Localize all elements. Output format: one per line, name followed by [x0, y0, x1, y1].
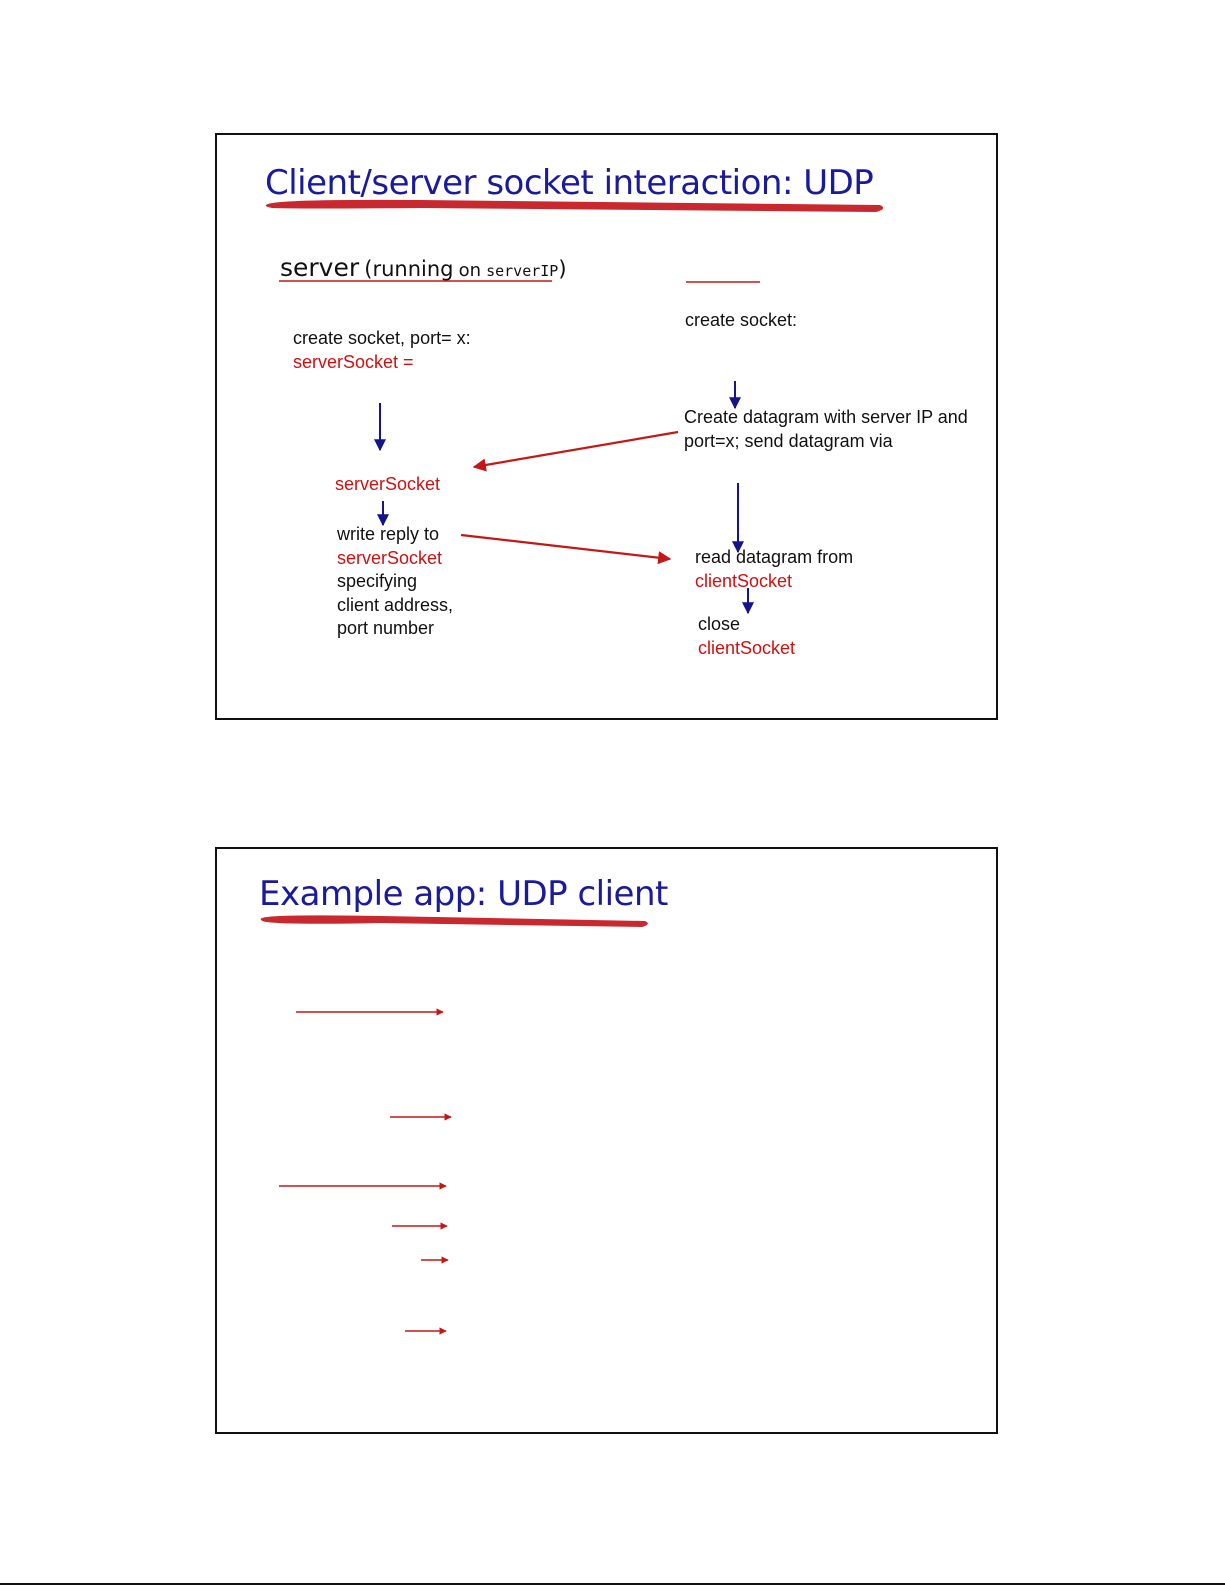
paren-close: )	[558, 257, 567, 281]
server-read-socket: serverSocket	[335, 474, 441, 494]
write-reply-address: client address,	[337, 594, 454, 615]
on-label: on	[458, 260, 481, 281]
server-socket-assign: serverSocket =	[293, 351, 414, 372]
client-create-socket: create socket:	[685, 310, 798, 330]
slide-title: Client/server socket interaction: UDP	[265, 163, 874, 203]
write-reply-port: port number	[337, 618, 435, 638]
title-underline-2	[261, 915, 648, 927]
create-datagram-line1: Create datagram with server IP and	[684, 407, 968, 427]
server-label: server	[280, 253, 360, 282]
create-datagram-line2: port=x; send datagram via	[684, 430, 893, 451]
write-reply-specifying: specifying	[337, 571, 418, 591]
reply-to-client-arrow	[461, 535, 670, 559]
running-label: running	[372, 257, 454, 281]
datagram-to-server-arrow	[474, 432, 678, 467]
write-reply-line: write reply to	[337, 524, 440, 544]
server-create-socket-text: create socket, port= x:	[293, 328, 471, 348]
slide-title: Example app: UDP client	[259, 874, 668, 914]
close-line: close	[698, 614, 741, 634]
server-ip-label: serverIP	[486, 262, 559, 280]
title-underline	[266, 200, 883, 212]
paren-open: (	[364, 257, 373, 281]
close-socket: clientSocket	[698, 637, 796, 658]
write-reply-socket: serverSocket	[337, 547, 443, 568]
read-datagram-line: read datagram from	[695, 547, 854, 567]
read-datagram-socket: clientSocket	[695, 570, 793, 591]
